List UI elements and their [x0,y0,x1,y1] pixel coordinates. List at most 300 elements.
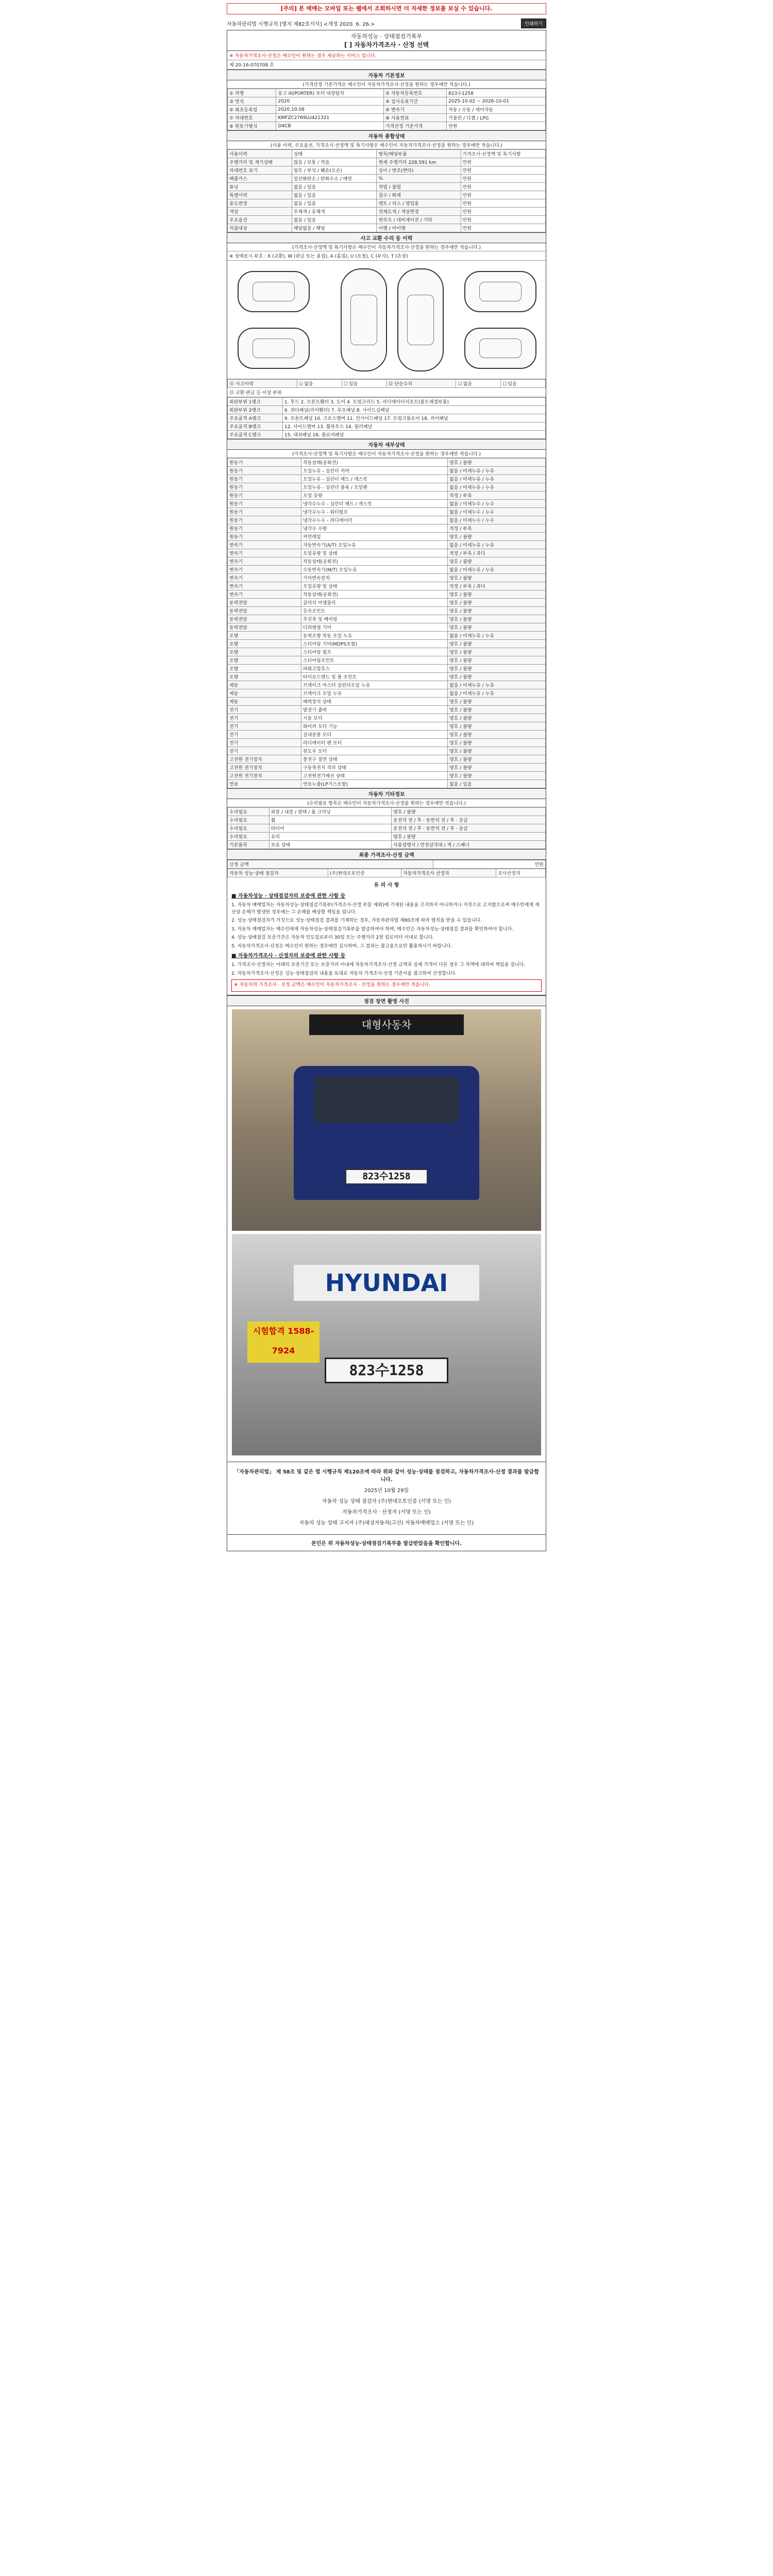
basic-info-row-cell: ④ 검사유효기간 [383,97,446,106]
detail-row-cell: 동력전달 [228,615,301,623]
detail-row-cell: 조향 [228,648,301,656]
parts-row [228,406,546,414]
detail-row-cell: 양호 / 불량 [447,722,545,731]
signature-row-1: 자동차 성능 상태 점검자 (주)현대오토인증 (서명 또는 인) [322,1498,451,1504]
basic-info-row-cell: 2025-10-02 ~ 2026-10-01 [447,97,546,106]
detail-row-cell: 없음 / 미세누유 / 누유 [447,566,545,574]
note-paragraph: 2. 자동차가격조사·산정은 성능·상태점검의 내용을 토대로 자동차 가격조사·산정 기준서를 참고하여 산정합니다. [231,971,457,976]
detail-row [228,681,546,689]
detail-row [228,549,546,557]
detail-row [228,714,546,722]
parts-row-cell: 9. 프론트패널 10. 크로스멤버 11. 인사이드패널 17. 트렁크플로어 18. 리어패널 [282,414,545,422]
etc-row [228,824,546,833]
basic-info-row-cell: ⑦ 차대번호 [228,114,276,122]
detail-row-cell: 전기 [228,747,301,755]
status-row-cell: 배출가스 [228,175,292,183]
etc-row-cell: 수리필요 [228,816,270,824]
front-license-plate: 823수1258 [345,1169,428,1184]
status-row-cell: 만원 [461,224,545,232]
detail-row-cell: 연료 [228,780,301,788]
status-row-cell: 용도변경 [228,199,292,208]
detail-row-cell: 냉각수 수량 [301,524,447,533]
note-paragraph: 1. 자동차 매매업자는 자동차성능·상태점검기록부(가격조사·산정 부분 제외)에 기재된 내용을 고지하지 아니하거나 거짓으로 고지함으로써 매수인에게 재산상 손해가 발생한 경우에는 그 손해를 배상할 책임을 집니다. [231,903,540,915]
status-row-cell: 침수 / 화재 [377,191,461,199]
detail-row [228,632,546,640]
simple-repair-yes: ☐ 있음 [501,380,546,388]
detail-row-cell: 적정 / 부족 [447,492,545,500]
detail-row-cell: 고전원 전기장치 [228,764,301,772]
parts-row [228,422,546,431]
etc-row-cell: 양호 / 불량 [392,833,546,841]
detail-row-cell: 전기 [228,706,301,714]
detail-row-cell: 양호 / 불량 [447,574,545,582]
detail-row-cell: 고전원 전기장치 [228,755,301,764]
opinion-header: 최종 가격조사·산정 금액 [227,849,546,860]
detail-row-cell: 오일누유 - 실린더 블록 / 오일팬 [301,483,447,492]
inspector-row-cell: 자동차 성능·상태 점검자 [228,869,328,877]
detail-row-cell: 없음 / 미세누수 / 누수 [447,500,545,508]
detail-row-cell: 작동상태(공회전) [301,459,447,467]
detail-row-cell: 동력전달 [228,607,301,615]
detail-table [227,458,546,788]
detail-row-cell: 원동기 [228,459,301,467]
accident-header: 사고 교환 수리 등 이력 [227,232,546,243]
status-row [228,158,546,166]
basic-info-row [228,97,546,106]
detail-row-cell: 라디에이터 팬 모터 [301,739,447,747]
detail-row [228,665,546,673]
accident-history-no: ☑ 없음 [297,380,342,388]
form-title-main: 자동차성능 · 상태점검기록부 [350,33,422,40]
detail-row-cell: 전기 [228,739,301,747]
inspector-table [227,869,546,877]
detail-row-cell: 양호 / 불량 [447,623,545,632]
signature-row-2: 자동차가격조사 · 산정자 (서명 또는 인) [342,1509,431,1515]
detail-row [228,689,546,698]
status-row-cell: 리콜대상 [228,224,292,232]
detail-row-cell: 클러치 어셈블리 [301,599,447,607]
detail-row-cell: 추진축 및 베어링 [301,615,447,623]
status-row-cell: 만원 [461,166,545,175]
detail-row-cell: 적정 / 부족 / 과다 [447,582,545,590]
detail-row [228,656,546,665]
detail-row-cell: 양호 / 불량 [447,755,545,764]
detail-row-cell: 작동상태(공회전) [301,557,447,566]
basic-info-row-cell: 자동 / 수동 / 세미자동 [447,106,546,114]
detail-row-cell: 양호 / 불량 [447,648,545,656]
overall-status-table [227,149,546,232]
detail-row-cell: 실내송풍 모터 [301,731,447,739]
basic-info-row-cell: ⑧ 사용연료 [383,114,446,122]
detail-row-cell: 구동축전지 격리 상태 [301,764,447,772]
detail-row [228,533,546,541]
garage-sign: 대형사동차 [309,1014,464,1035]
basic-info-row [228,114,546,122]
etc-note: (수리필요 항목은 매수인이 자동차가격조사·산정을 원하는 경우에만 적습니다.) [227,799,546,807]
top-warning-banner: [주의] 본 매매는 모바일 또는 웹에서 조회하시면 더 자세한 정보를 보실 수 있습니다. [227,3,546,14]
basic-info-row [228,122,546,130]
detail-row-cell: 양호 / 불량 [447,673,545,681]
parts-row-cell: 6. 쿼터패널(리어휀더) 7. 루프패널 8. 사이드실패널 [282,406,545,414]
detail-row-cell: 타이로드엔드 및 볼 조인트 [301,673,447,681]
detail-row-cell: 조향 [228,632,301,640]
detail-row-cell: 배력장치 상태 [301,698,447,706]
status-row-cell: 렌트 / 리스 / 영업용 [377,199,461,208]
status-row-cell: 이행 / 미이행 [377,224,461,232]
status-row-cell: 만원 [461,208,545,216]
etc-row-cell: 수리필요 [228,824,270,833]
status-row [228,224,546,232]
detail-row-cell: 없음 / 미세누유 / 누유 [447,467,545,475]
detail-row [228,557,546,566]
note-paragraph: 3. 자동차 매매업자는 매수인에게 자동차성능·상태점검기록부를 발급하여야 하며, 매수인은 자동차성능·상태점검 결과를 확인하여야 합니다. [231,926,514,932]
detail-row-cell: 오일유량 및 상태 [301,549,447,557]
etc-row-cell: 사용설명서 / 안전삼각대 / 잭 / 스패너 [392,841,546,849]
inspection-form [227,30,546,1551]
detail-row-cell: 스티어링 펌프 [301,648,447,656]
photo-block [227,1006,546,1462]
detail-row-cell: 오일 유량 [301,492,447,500]
car-top-icon [341,268,387,371]
detail-row-cell: 없음 / 있음 [447,780,545,788]
notes-h2: ■ 자동차가격조사 · 산정자의 보증에 관한 사항 등 [231,953,346,959]
basic-info-row-cell: ① 차명 [228,89,276,97]
record-number: 제 20-16-070708 호 [227,60,546,70]
status-row-cell: 무채색 / 유채색 [292,208,377,216]
detail-row-cell: 원동기 [228,467,301,475]
detail-row-cell: 윈도우 모터 [301,747,447,755]
etc-row-cell: 기본품목 [228,841,270,849]
car-interior-icon [397,268,444,371]
detail-row-cell: 원동기 [228,524,301,533]
status-row [228,208,546,216]
basic-info-row-cell: 가격산정 기준가격 [383,122,446,130]
detail-row-cell: 디퍼렌셜 기어 [301,623,447,632]
inspector-row [228,869,546,877]
simple-repair-label: ⑫ 단순수리 [386,380,456,388]
status-header-row [228,150,546,158]
detail-row [228,508,546,516]
top-row [227,19,546,28]
notes-red-box: ※ 자동차의 가격조사 · 산정 금액은 매수인이 자동차가격조사 · 산정을 원하는 경우에만 적습니다. [231,979,542,992]
parts-row-cell: 외판부위 2랭크 [228,406,283,414]
detail-row-cell: 양호 / 불량 [447,747,545,755]
basic-info-row-cell: ⑤ 최초등록일 [228,106,276,114]
detail-row-cell: 브레이크 오일 누유 [301,689,447,698]
status-header-row-cell: 상태 [292,150,377,158]
basic-info-row-cell: D4CB [276,122,384,130]
detail-row [228,475,546,483]
detail-note: (가격조사·산정액 및 특기사항은 매수인이 자동차가격조사·산정을 원하는 경우에만 적습니다.) [227,450,546,458]
simple-repair-no: ☑ 없음 [456,380,501,388]
status-row-cell: 많음 / 보통 / 적음 [292,158,377,166]
etc-row-cell: 운전석 전 / 후 · 동반석 전 / 후 · 응급 [392,816,546,824]
detail-row-cell: 와이퍼 모터 기능 [301,722,447,731]
notes-h1: ■ 자동차성능 · 상태점검자의 보증에 관한 사항 등 [231,893,346,899]
detail-row-cell: 동력전달 [228,599,301,607]
status-row-cell: 주행거리 및 계기상태 [228,158,292,166]
status-row-cell: 만원 [461,183,545,191]
etc-row-cell: 외장 / 내장 / 광택 / 룸 크리닝 [269,808,391,816]
status-row-cell: % [377,175,461,183]
etc-row-cell: 휠 [269,816,391,824]
detail-row [228,706,546,714]
etc-table [227,807,546,849]
detail-row-cell: 조향 [228,673,301,681]
detail-row [228,467,546,475]
detail-row [228,574,546,582]
detail-row [228,673,546,681]
detail-row-cell: 작동상태(공회전) [301,590,447,599]
detail-row-cell: 원동기 [228,533,301,541]
brand-logo: HYUNDAI [294,1265,479,1301]
detail-row-cell: 양호 / 불량 [447,731,545,739]
accident-answer-table [227,379,546,388]
notes-section [227,877,546,995]
status-row-cell: 튜닝 [228,183,292,191]
detail-row-cell: 전기 [228,731,301,739]
detail-row-cell: 조향 [228,640,301,648]
etc-row-cell: 수리필요 [228,833,270,841]
vehicle-front-image [294,1066,479,1200]
status-row-cell: 만원 [461,199,545,208]
parts-row-cell: 외판부위 1랭크 [228,398,283,406]
etc-row [228,808,546,816]
vehicle-diagram [227,261,546,379]
detail-row-cell: 양호 / 불량 [447,739,545,747]
detail-row-cell: 없음 / 미세누유 / 누유 [447,689,545,698]
status-row-cell: 없음 / 있음 [292,199,377,208]
basic-info-row-cell: ③ 연식 [228,97,276,106]
windshield [314,1076,459,1123]
etc-row [228,833,546,841]
detail-row-cell: 냉각수누수 - 워터펌프 [301,508,447,516]
car-front-icon [238,328,310,369]
basic-info-row-cell: 2020.10.08 [276,106,384,114]
note-paragraph: 1. 가격조사·산정자는 아래의 보증기간 또는 보증거리 이내에 자동차가격조사·산정 금액과 실제 가격이 다른 경우 그 차액에 대하여 책임을 집니다. [231,962,526,968]
status-row [228,199,546,208]
status-row-cell: 없음 / 있음 [292,191,377,199]
status-row-cell: 만원 [461,216,545,224]
detail-row-cell: 없음 / 미세누유 / 누유 [447,541,545,549]
detail-row-cell: 원동기 [228,492,301,500]
detail-row [228,492,546,500]
status-row-cell: 양호 / 부식 / 훼손(오손) [292,166,377,175]
basic-info-row-cell: ⑨ 원동기형식 [228,122,276,130]
status-row-cell: 없음 / 있음 [292,183,377,191]
detail-row-cell: 없음 / 미세누유 / 누유 [447,475,545,483]
basic-info-row-cell: 2020 [276,97,384,106]
detail-row-cell: 양호 / 불량 [447,714,545,722]
footer-confirmation: 본인은 위 자동차성능·상태점검기록부를 발급받았음을 확인합니다. [227,1534,546,1551]
basic-info-row [228,89,546,97]
detail-row-cell: 양호 / 불량 [447,459,545,467]
detail-row [228,566,546,574]
status-row [228,175,546,183]
detail-row [228,483,546,492]
detail-header: 자동차 세부상태 [227,439,546,450]
detail-row-cell: 제동 [228,698,301,706]
basic-info-note: (가격산정 기준가격은 매수인이 자동차가격조사·산정을 원하는 경우에만 적습니다.) [227,80,546,89]
detail-row [228,755,546,764]
basic-info-row [228,106,546,114]
detail-row-cell: 양호 / 불량 [447,665,545,673]
signature-date: 2025년 10월 29일 [364,1487,409,1494]
detail-row-cell: 원동기 [228,483,301,492]
detail-row-cell: 변속기 [228,566,301,574]
detail-row [228,607,546,615]
car-side-left-icon [238,271,310,312]
parts-table [227,397,546,439]
detail-row-cell: 적정 / 부족 [447,524,545,533]
parts-row-cell: 주요골격 A랭크 [228,414,283,422]
basic-info-row-cell: 823수1258 [447,89,546,97]
status-row-cell: 적법 / 불법 [377,183,461,191]
detail-row [228,780,546,788]
car-side-right-icon [464,271,536,312]
status-header-row-cell: 항목/해당부품 [377,150,461,158]
detail-row-cell: 변속기 [228,582,301,590]
detail-row-cell: 전기 [228,722,301,731]
detail-row [228,615,546,623]
detail-row [228,640,546,648]
detail-row-cell: 냉각수누수 - 라디에이터 [301,516,447,524]
basic-info-row-cell: ② 자동차등록번호 [383,89,446,97]
detail-row-cell: 양호 / 불량 [447,590,545,599]
status-row-cell: 전체도색 / 색상변경 [377,208,461,216]
detail-row-cell: 변속기 [228,574,301,582]
detail-row [228,459,546,467]
inspection-sticker: 시험합격 1588-7924 [247,1321,320,1363]
detail-row-cell: 양호 / 불량 [447,599,545,607]
detail-row-cell: 오일누유 - 실린더 헤드 / 개스킷 [301,475,447,483]
detail-row-cell: 변속기 [228,549,301,557]
detail-row-cell: 오일유량 및 상태 [301,582,447,590]
notice-line: ※ 자동차가격조사·산정은 매수인이 원하는 경우 제공하는 서비스 입니다. [227,51,546,60]
detail-row-cell: 없음 / 미세누수 / 누수 [447,508,545,516]
inspection-document [227,19,546,1551]
detail-row [228,524,546,533]
status-row [228,216,546,224]
detail-row-cell: 없음 / 미세누수 / 누수 [447,516,545,524]
status-row-cell: 주요옵션 [228,216,292,224]
status-row-cell: 차대번호 표기 [228,166,292,175]
note-paragraph: 5. 자동차가격조사·산정은 매수인이 원하는 경우에만 실시하며, 그 결과는 참고용으로만 활용하시기 바랍니다. [231,943,452,949]
basic-info-row-cell: 만원 [447,122,546,130]
detail-row-cell: 양호 / 불량 [447,764,545,772]
detail-row-cell: 오일누유 - 실린더 커버 [301,467,447,475]
detail-row-cell: 양호 / 불량 [447,656,545,665]
detail-row [228,516,546,524]
etc-row-cell: 운전석 전 / 후 · 동반석 전 / 후 · 응급 [392,824,546,833]
car-rear-icon [464,328,536,369]
parts-row-cell: 15. 대쉬패널 16. 플로어패널 [282,431,545,439]
status-header-row-cell: 가격조사·산정액 및 특기사항 [461,150,545,158]
parts-row-cell: 12. 사이드멤버 13. 휠하우스 14. 필러패널 [282,422,545,431]
detail-row-cell: 시동 모터 [301,714,447,722]
print-button[interactable]: 인쇄하기 [521,19,546,28]
basic-info-row-cell: 봉고 III(PORTER) 포터 내장탑차 [276,89,384,97]
parts-row [228,398,546,406]
detail-row-cell: 스티어링 기어(MDPS포함) [301,640,447,648]
detail-row-cell: 양호 / 불량 [447,615,545,623]
status-row-cell: 색상 [228,208,292,216]
etc-row-cell: 양호 / 불량 [392,808,546,816]
notes-heading: 유 의 사 항 [374,883,399,888]
detail-row-cell: 기어변속장치 [301,574,447,582]
detail-row [228,731,546,739]
detail-row-cell: 발전기 출력 [301,706,447,714]
detail-row-cell: 동력전달 [228,623,301,632]
status-header-row-cell: 사용이력 [228,150,292,158]
detail-row-cell: 없음 / 미세누유 / 누유 [447,632,545,640]
rear-license-plate: 823수1258 [325,1358,448,1383]
etc-row [228,841,546,849]
detail-row-cell: 변속기 [228,557,301,566]
status-row-cell: 특별이력 [228,191,292,199]
detail-row-cell: 스티어링조인트 [301,656,447,665]
inspector-row-cell: 조사산정자 [496,869,546,877]
overall-status-header: 자동차 종합상태 [227,130,546,141]
basic-info-header: 자동차 기본정보 [227,70,546,80]
etc-row-cell: 타이어 [269,824,391,833]
detail-row-cell: 고전원전기배선 상태 [301,772,447,780]
parts-head: ⑬ 교환·판금 등 이상 부위 [227,388,546,397]
detail-row-cell: 적정 / 부족 / 과다 [447,549,545,557]
detail-row [228,648,546,656]
detail-row-cell: 양호 / 불량 [447,772,545,780]
detail-row-cell: 없음 / 미세누유 / 누유 [447,681,545,689]
detail-row-cell: 원동기 [228,516,301,524]
status-row [228,183,546,191]
inspector-row-cell: 자동차가격조사 산정자 [401,869,496,877]
detail-row-cell: 자동변속기(A/T) 오일누유 [301,541,447,549]
detail-row-cell: 원동기 [228,475,301,483]
etc-row-cell: 수리필요 [228,808,270,816]
status-row-cell: 상이 / 변조(변타) [377,166,461,175]
detail-row [228,599,546,607]
front-photo [232,1009,541,1231]
signature-statement: 「자동차관리법」 제 58조 및 같은 법 시행규칙 제120조에 따라 위와 같이 성능·상태를 점검하고, 자동차가격조사·산정 결과를 발급합니다. [234,1469,539,1483]
detail-row [228,772,546,780]
status-row [228,166,546,175]
detail-row-cell: 원동기 [228,500,301,508]
accident-history-yes: ☐ 있음 [342,380,386,388]
detail-row-cell: 변속기 [228,590,301,599]
notes-list-1 [231,902,542,950]
detail-row [228,541,546,549]
opinion-label: 산정 금액 [228,860,433,869]
accident-history-label: ⑪ 사고이력 [228,380,297,388]
detail-row-cell: 조향 [228,656,301,665]
detail-row-cell: 등속조인트 [301,607,447,615]
note-paragraph: 4. 성능·상태점검 보증기간은 자동차 인도일로부터 30일 또는 주행거리 2천 킬로미터 이내로 합니다. [231,935,434,940]
etc-row [228,816,546,824]
etc-row-cell: 유리 [269,833,391,841]
photo-header: 점검 장면 촬영 사진 [227,995,546,1006]
accident-legend: ※ 상태표시 부호 : X (교환), W (판금 또는 용접), A (흠집), U (요철), C (부식), T (손상) [227,251,546,261]
form-reference: 자동차관리법 시행규칙 [별지 제82호서식] <개정 2020. 6. 26.> [227,21,375,27]
notes-list-2 [231,962,542,977]
detail-row-cell: 양호 / 불량 [447,557,545,566]
status-row-cell: 만원 [461,175,545,183]
detail-row-cell: 수동변속기(M/T) 오일누유 [301,566,447,574]
opinion-unit: 만원 [433,860,545,869]
parts-row-cell: 1. 후드 2. 프론트휀더 3. 도어 4. 트렁크리드 5. 라디에이터서포트(볼트체결부품) [282,398,545,406]
parts-row-cell: 주요골격 B랭크 [228,422,283,431]
detail-row-cell: 브레이크 마스터 실린더오일 누유 [301,681,447,689]
basic-info-table [227,89,546,130]
